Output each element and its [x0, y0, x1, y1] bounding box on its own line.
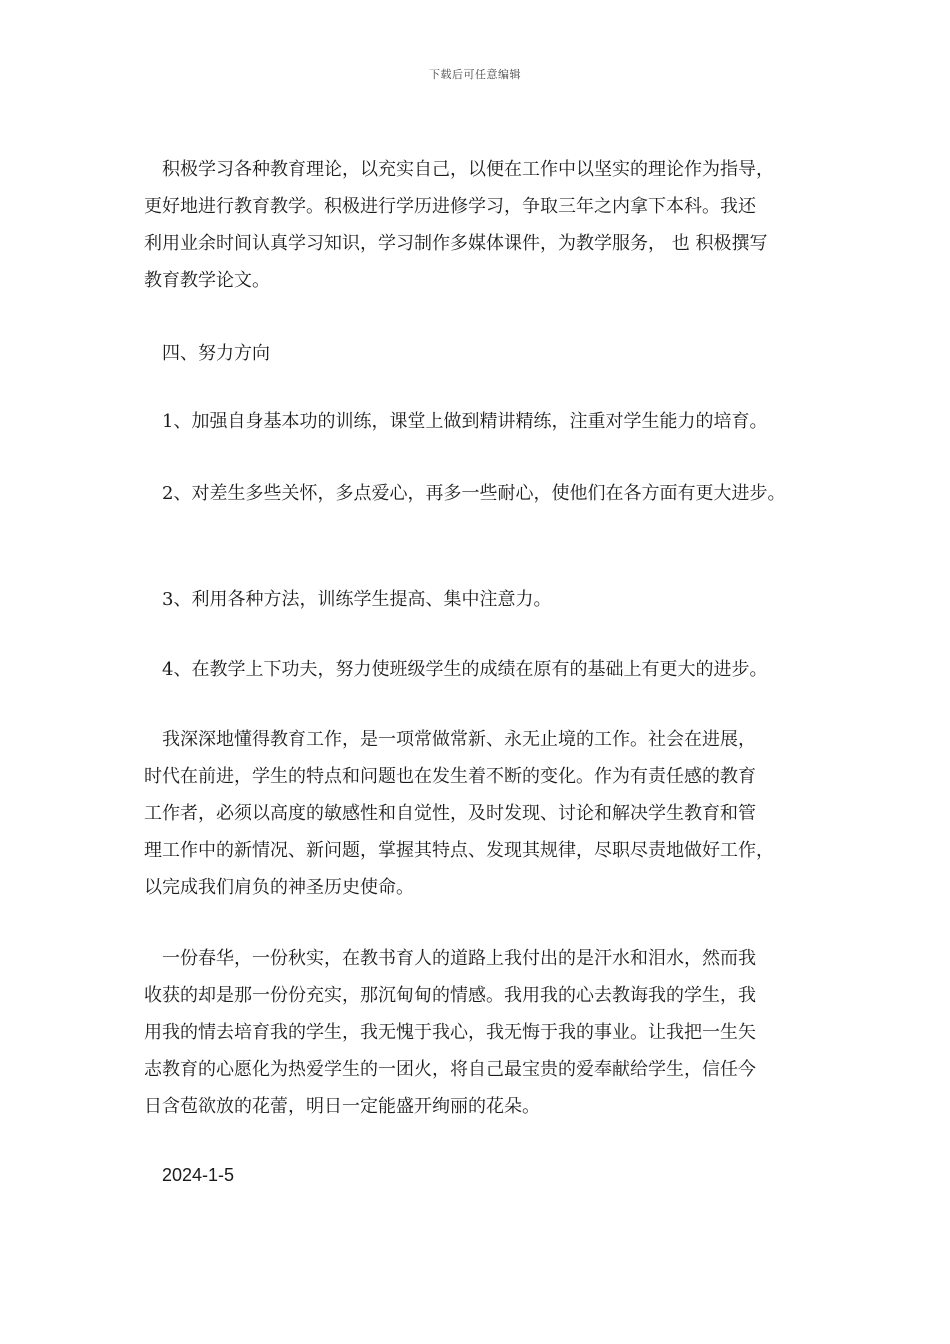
section-heading [144, 335, 834, 372]
list-item [144, 651, 834, 688]
paragraph-line: 工作者，必须以高度的敏感性和自觉性，及时发现、讨论和解决学生教育和管 [144, 803, 756, 824]
paragraph-line: 理工作中的新情况、新问题，掌握其特点、发现其规律，尽职尽责地做好工作， [144, 840, 774, 861]
paragraph-closing [144, 940, 834, 1125]
section-title: 四、努力方向 [162, 343, 270, 364]
paragraph-line: 一份春华，一份秋实，在教书育人的道路上我付出的是汗水和泪水，然而我 [162, 948, 756, 969]
paragraph-line: 志教育的心愿化为热爱学生的一团火，将自己最宝贵的爱奉献给学生，信任今 [144, 1059, 756, 1080]
document-date [144, 1157, 834, 1194]
paragraph-study [144, 151, 834, 299]
paragraph-line: 用我的情去培育我的学生，我无愧于我心，我无悔于我的事业。让我把一生矢 [144, 1022, 756, 1043]
list-item [144, 581, 834, 618]
paragraph-line: 教育教学论文。 [144, 270, 270, 291]
paragraph-line: 利用业余时间认真学习知识，学习制作多媒体课件，为教学服务， 也 积极撰写 [144, 233, 768, 254]
paragraph-line: 日含苞欲放的花蕾，明日一定能盛开绚丽的花朵。 [144, 1096, 540, 1117]
page-header: 下载后可任意编辑 [429, 68, 521, 81]
paragraph-line: 积极学习各种教育理论，以充实自己，以便在工作中以坚实的理论作为指导， [162, 159, 774, 180]
paragraph-line: 我深深地懂得教育工作，是一项常做常新、永无止境的工作。社会在进展， [162, 729, 756, 750]
list-item [144, 475, 834, 512]
paragraph-line: 以完成我们肩负的神圣历史使命。 [144, 877, 414, 898]
list-item-text: 1、加强自身基本功的训练，课堂上做到精讲精练，注重对学生能力的培育。 [162, 411, 768, 432]
list-item [144, 403, 834, 440]
paragraph-line: 时代在前进，学生的特点和问题也在发生着不断的变化。作为有责任感的教育 [144, 766, 756, 787]
list-item-text: 3、利用各种方法，训练学生提高、集中注意力。 [162, 589, 552, 610]
list-item-text: 4、在教学上下功夫，努力使班级学生的成绩在原有的基础上有更大的进步。 [162, 659, 768, 680]
paragraph-education-work [144, 721, 834, 906]
paragraph-line: 更好地进行教育教学。积极进行学历进修学习，争取三年之内拿下本科。我还 [144, 196, 756, 217]
date-text: 2024-1-5 [162, 1165, 235, 1185]
list-item-text: 2、对差生多些关怀，多点爱心，再多一些耐心，使他们在各方面有更大进步。 [162, 483, 786, 504]
paragraph-line: 收获的却是那一份份充实，那沉甸甸的情感。我用我的心去教诲我的学生，我 [144, 985, 756, 1006]
